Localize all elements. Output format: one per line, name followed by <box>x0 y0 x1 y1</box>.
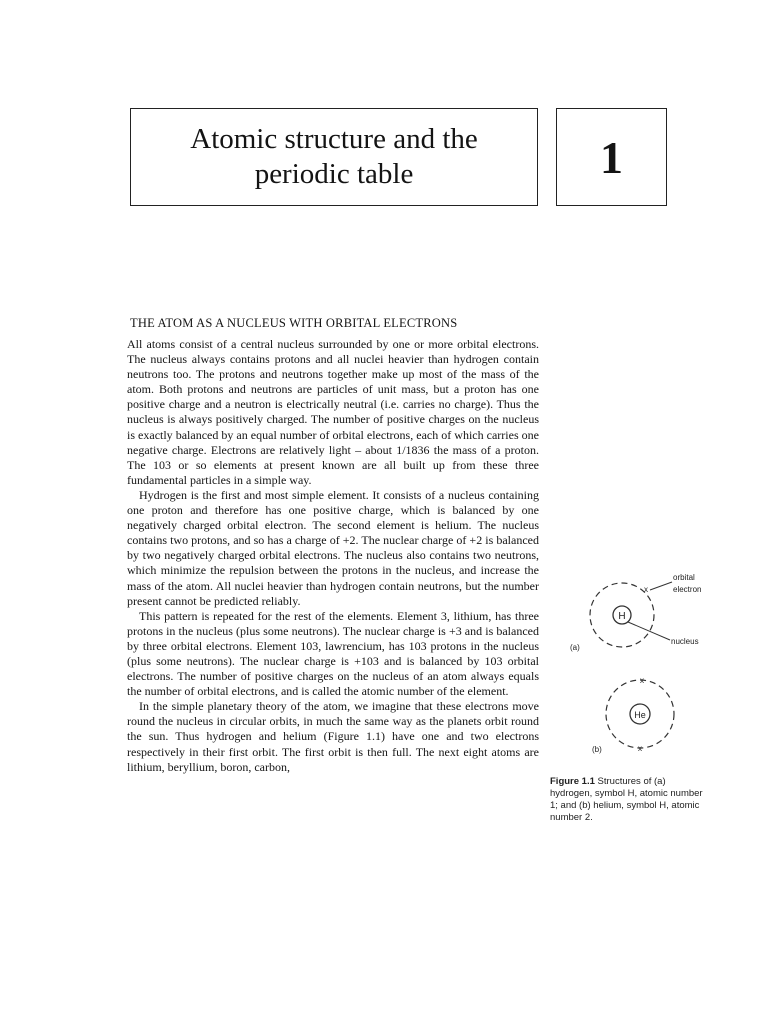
helium-symbol: He <box>634 710 646 720</box>
electron-mark-a: x <box>644 585 648 594</box>
label-a: (a) <box>570 643 580 652</box>
atom-figure <box>560 560 710 760</box>
label-b: (b) <box>592 745 602 754</box>
figure-caption <box>550 776 710 824</box>
figure-caption-label: Figure 1.1 <box>550 776 595 787</box>
figure-caption-text: Structures of (a) hydrogen, symbol H, atomic number 1; and (b) helium, symbol H, atomic number 2. <box>550 776 703 823</box>
orbital-pointer <box>650 582 672 590</box>
body-text <box>127 337 539 775</box>
label-electron: electron <box>673 585 702 594</box>
chapter-title-line2: periodic table <box>254 158 414 190</box>
hydrogen-symbol: H <box>618 611 626 622</box>
label-nucleus: nucleus <box>671 637 699 646</box>
paragraph-1: All atoms consist of a central nucleus surrounded by one or more orbital electrons. The nucleus always contains protons and all nuclei heavier than hydrogen contain neutrons too. The protons and neutrons together make up most of the mass of the atom. Both protons and neutrons are particles of unit mass, but a proton has one positive charge and a neutron is electrically neutral (i.e. carries no charge). Thus the nucleus is always positively charged. The number of positive charges on the nucleus is exactly balanced by an equal number of orbital electrons, each of which carries one negative charge. Electrons are relatively light – about 1/1836 the mass of a proton. The 103 or so elements at present known are all built up from these three fundamental particles in a simple way. <box>127 337 539 487</box>
chapter-number: 1 <box>600 131 623 183</box>
label-orbital: orbital <box>673 573 695 582</box>
paragraph-3: This pattern is repeated for the rest of the elements. Element 3, lithium, has three protons in the nucleus (plus some neutrons). The nuclear charge is +3 and is balanced by three orbital electrons. Element 103, lawrencium, has 103 protons in the nucleus (plus some neutrons). The nuclear charge is +103 and is balanced by 103 orbital electrons. The number of positive charges on the nucleus of an atom always equals the number of orbital electrons, and is called the atomic number of the element. <box>127 608 539 699</box>
paragraph-4: In the simple planetary theory of the atom, we imagine that these electrons move round the nucleus in circular orbits, in much the same way as the planets orbit round the sun. Thus hydrogen and helium (Figure 1.1) have one and two electrons respectively in their first orbit. The first orbit is then full. The next eight atoms are lithium, beryllium, boron, carbon, <box>127 699 539 774</box>
chapter-title-box <box>130 108 538 206</box>
electron-mark-b2: x <box>638 744 642 753</box>
chapter-number-box <box>556 108 667 206</box>
section-heading: THE ATOM AS A NUCLEUS WITH ORBITAL ELECTRONS <box>130 316 458 330</box>
atom-diagram <box>560 560 710 760</box>
chapter-title-line1: Atomic structure and the <box>190 123 478 155</box>
chapter-title <box>190 122 478 192</box>
nucleus-pointer <box>628 622 670 640</box>
paragraph-2: Hydrogen is the first and most simple element. It consists of a nucleus containing one proton and therefore has one positive charge, which is balanced by one negatively charged orbital electron. The second element is helium. The nucleus contains two protons, and so has a charge of +2. The nuclear charge of +2 is balanced by two negatively charged orbital electrons. The nucleus also contains two neutrons, which minimize the repulsion between the protons in the nucleus, and increase the mass of the atom. All nuclei heavier than hydrogen contain neutrons, but the number present cannot be predicted reliably. <box>127 487 539 608</box>
electron-mark-b1: x <box>640 676 644 685</box>
